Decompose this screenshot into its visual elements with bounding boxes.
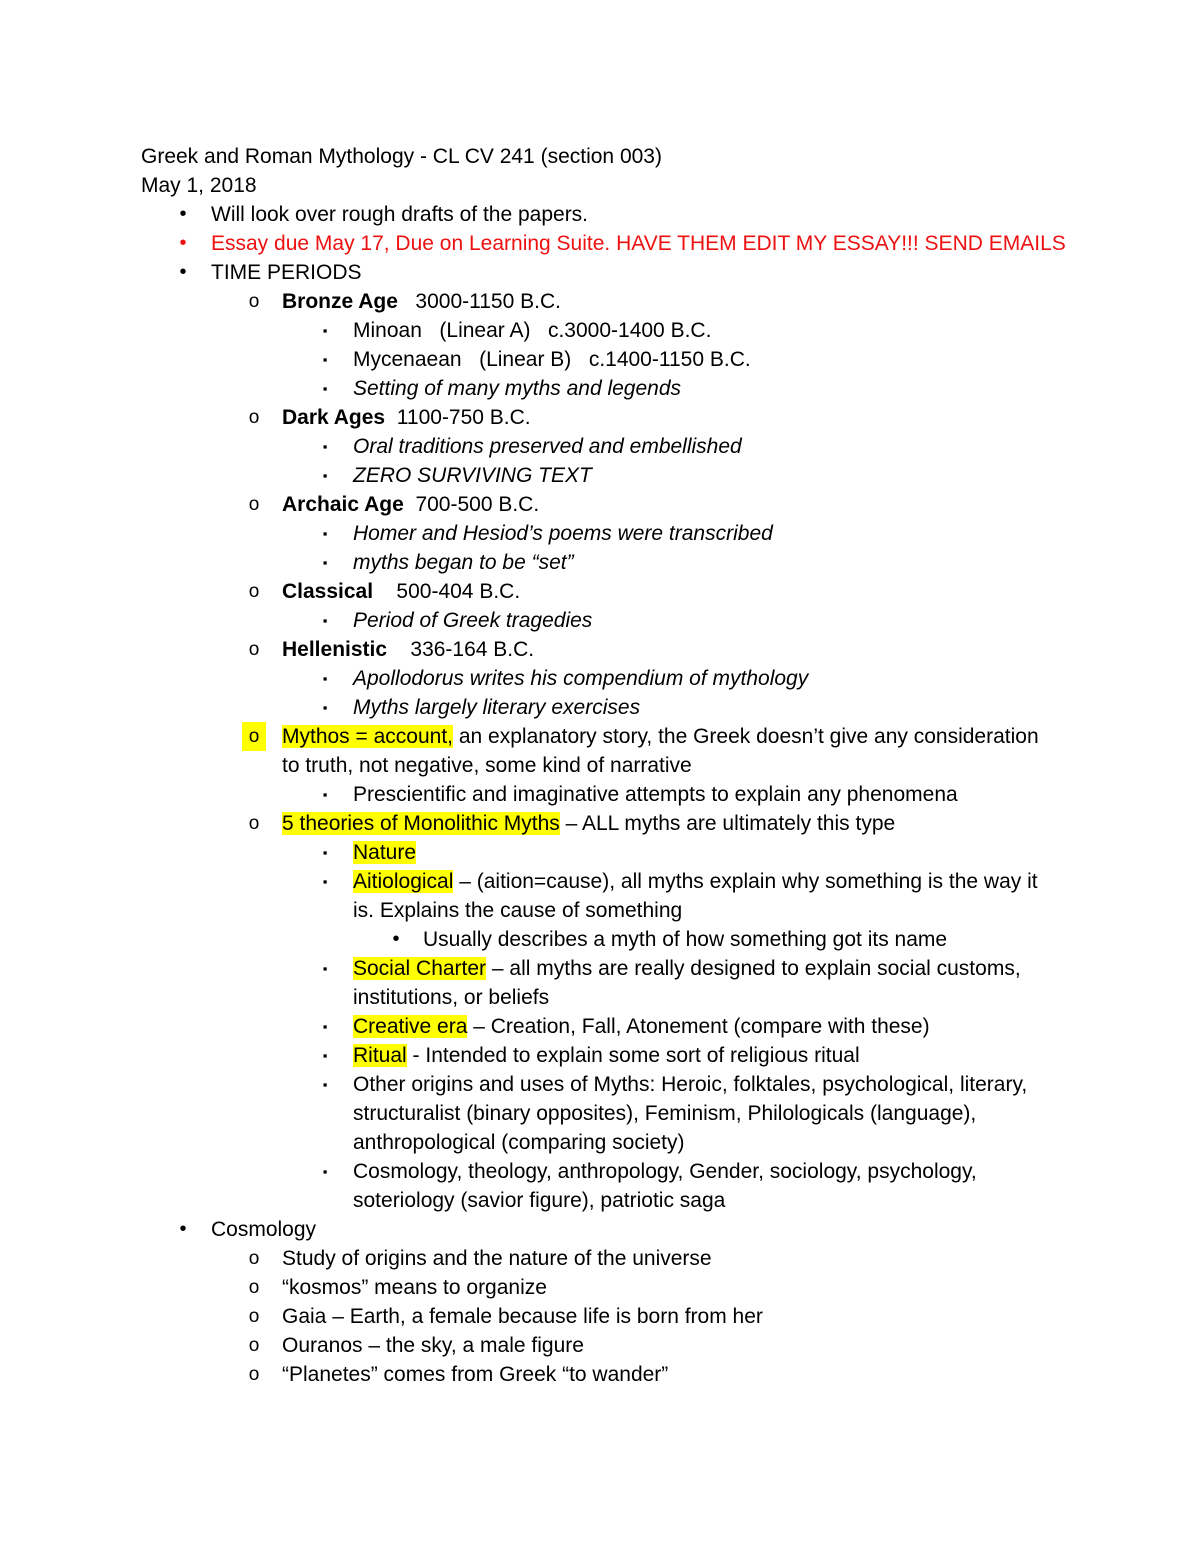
bullet-marker: •	[179, 261, 187, 283]
theory-description: – (aition=cause), all myths explain why something is the way it	[453, 870, 1038, 893]
square-marker: ▪	[322, 671, 328, 686]
notes-body	[141, 142, 1141, 1389]
circle-marker: o	[248, 407, 260, 428]
list-item-theories	[141, 809, 1141, 838]
circle-marker: o	[242, 722, 266, 751]
theory-description: - Intended to explain some sort of religious ritual	[406, 1044, 860, 1067]
circle-marker: o	[248, 1248, 260, 1269]
list-item-text: Other origins and uses of Myths: Heroic, folktales, psychological, literary,	[353, 1073, 1028, 1096]
list-item-cosmology	[141, 1215, 1141, 1244]
list-item-text: Usually describes a myth of how something got its name	[423, 928, 948, 951]
list-item-text: Gaia – Earth, a female because life is born from her	[282, 1305, 763, 1328]
notes-title: Greek and Roman Mythology - CL CV 241 (section 003)	[141, 145, 662, 168]
list-item	[141, 664, 1141, 693]
theory-description: – Creation, Fall, Atonement (compare with these)	[467, 1015, 930, 1038]
list-item	[141, 374, 1141, 403]
essay-due-text: Essay due May 17, Due on Learning Suite. HAVE THEM EDIT MY ESSAY!!! SEND EMAILS	[211, 232, 1066, 255]
bullet-marker: •	[179, 203, 187, 225]
period-dates: 336-164 B.C.	[410, 638, 535, 661]
theory-description-continued: is. Explains the cause of something	[353, 899, 683, 922]
cosmology-heading: Cosmology	[211, 1218, 317, 1241]
circle-marker: o	[248, 291, 260, 312]
list-item	[141, 693, 1141, 722]
list-item	[141, 606, 1141, 635]
theory-term: Creative era	[353, 1015, 468, 1038]
list-item	[141, 1244, 1141, 1273]
minoan-name: Minoan	[353, 319, 422, 342]
circle-marker: o	[248, 813, 260, 834]
mycenaean-script: (Linear B)	[479, 348, 572, 371]
theory-social-charter	[141, 954, 1141, 983]
theory-description: – all myths are really designed to explain social customs,	[486, 957, 1021, 980]
period-classical	[141, 577, 1141, 606]
circle-marker: o	[248, 639, 260, 660]
period-name: Dark Ages	[282, 406, 386, 429]
list-item-text: “Planetes” comes from Greek “to wander”	[282, 1363, 669, 1386]
list-item-text: Myths largely literary exercises	[353, 696, 641, 719]
list-item	[141, 925, 1141, 954]
square-marker: ▪	[322, 468, 328, 483]
list-item-time-periods	[141, 258, 1141, 287]
notes-date: May 1, 2018	[141, 174, 257, 197]
list-item	[141, 1273, 1141, 1302]
period-dates: 500-404 B.C.	[396, 580, 521, 603]
square-marker: ▪	[322, 323, 328, 338]
list-item-text: Setting of many myths and legends	[353, 377, 682, 400]
square-marker: ▪	[322, 381, 328, 396]
square-marker: ▪	[322, 526, 328, 541]
square-marker: ▪	[322, 874, 328, 889]
list-item-text: ZERO SURVIVING TEXT	[353, 464, 592, 487]
bullet-marker: •	[179, 1218, 187, 1240]
square-marker: ▪	[322, 613, 328, 628]
list-item-text: Homer and Hesiod’s poems were transcribed	[353, 522, 773, 545]
square-marker: ▪	[322, 1077, 328, 1092]
circle-marker: o	[248, 581, 260, 602]
square-marker: ▪	[322, 700, 328, 715]
circle-marker: o	[248, 1335, 260, 1356]
bullet-marker: •	[179, 232, 187, 254]
square-marker: ▪	[322, 1164, 328, 1179]
list-item-text: “kosmos” means to organize	[282, 1276, 547, 1299]
square-marker: ▪	[322, 439, 328, 454]
theories-rest: – ALL myths are ultimately this type	[559, 812, 896, 835]
list-item-text: Ouranos – the sky, a male figure	[282, 1334, 584, 1357]
list-item-text: Prescientific and imaginative attempts to explain any phenomena	[353, 783, 958, 806]
list-item-text: Period of Greek tragedies	[353, 609, 593, 632]
list-item-text: myths began to be “set”	[353, 551, 574, 574]
list-item-continued: structuralist (binary opposites), Feminism, Philologicals (language),	[353, 1102, 977, 1125]
theory-nature	[141, 838, 1141, 867]
list-item-continued: soteriology (savior figure), patriotic saga	[353, 1189, 726, 1212]
list-item-text: Oral traditions preserved and embellished	[353, 435, 742, 458]
square-marker: ▪	[322, 1048, 328, 1063]
square-marker: ▪	[322, 787, 328, 802]
square-marker: ▪	[322, 845, 328, 860]
list-item-text: Cosmology, theology, anthropology, Gender, sociology, psychology,	[353, 1160, 977, 1183]
minoan-script: (Linear A)	[439, 319, 531, 342]
square-marker: ▪	[322, 555, 328, 570]
theory-aitiological	[141, 867, 1141, 896]
list-item-mycenaean	[141, 345, 1141, 374]
list-item-continued: anthropological (comparing society)	[353, 1131, 685, 1154]
theory-ritual	[141, 1041, 1141, 1070]
period-name: Archaic Age	[282, 493, 404, 516]
list-item-mythos	[141, 722, 1141, 751]
theories-term: 5 theories of Monolithic Myths	[282, 812, 560, 835]
theory-term: Ritual	[353, 1044, 407, 1067]
period-dates: 3000-1150 B.C.	[415, 290, 561, 313]
square-marker: ▪	[322, 352, 328, 367]
list-item	[141, 519, 1141, 548]
list-item	[141, 1157, 1141, 1186]
circle-marker: o	[248, 1364, 260, 1385]
theory-term: Nature	[353, 841, 417, 864]
list-item	[141, 1360, 1141, 1389]
list-item	[141, 548, 1141, 577]
mythos-definition: an explanatory story, the Greek doesn’t give any consideration	[453, 725, 1039, 748]
mycenaean-name: Mycenaean	[353, 348, 462, 371]
list-item-text: Will look over rough drafts of the papers.	[211, 203, 589, 226]
mythos-term: Mythos = account,	[282, 725, 454, 748]
theory-creative-era	[141, 1012, 1141, 1041]
list-item	[141, 200, 1141, 229]
period-name: Bronze Age	[282, 290, 398, 313]
list-item	[141, 1302, 1141, 1331]
theory-description-continued: institutions, or beliefs	[353, 986, 550, 1009]
period-bronze-age	[141, 287, 1141, 316]
list-item	[141, 1331, 1141, 1360]
theory-term: Social Charter	[353, 957, 487, 980]
period-dark-ages	[141, 403, 1141, 432]
circle-marker: o	[248, 494, 260, 515]
period-hellenistic	[141, 635, 1141, 664]
bullet-marker: •	[392, 928, 400, 950]
list-item-text: Study of origins and the nature of the universe	[282, 1247, 712, 1270]
list-item	[141, 1070, 1141, 1099]
list-item	[141, 461, 1141, 490]
square-marker: ▪	[322, 1019, 328, 1034]
time-periods-heading: TIME PERIODS	[211, 261, 362, 284]
circle-marker: o	[248, 1306, 260, 1327]
period-dates: 700-500 B.C.	[415, 493, 540, 516]
list-item-essay-due	[141, 229, 1141, 258]
period-archaic-age	[141, 490, 1141, 519]
period-name: Classical	[282, 580, 374, 603]
period-name: Hellenistic	[282, 638, 388, 661]
mythos-definition-continued: to truth, not negative, some kind of narrative	[282, 754, 692, 777]
list-item-minoan	[141, 316, 1141, 345]
list-item-text: Apollodorus writes his compendium of mythology	[353, 667, 809, 690]
mycenaean-dates: c.1400-1150 B.C.	[588, 348, 751, 371]
period-dates: 1100-750 B.C.	[396, 406, 531, 429]
circle-marker: o	[248, 1277, 260, 1298]
list-item	[141, 432, 1141, 461]
square-marker: ▪	[322, 961, 328, 976]
list-item	[141, 780, 1141, 809]
theory-term: Aitiological	[353, 870, 454, 893]
minoan-dates: c.3000-1400 B.C.	[547, 319, 712, 342]
